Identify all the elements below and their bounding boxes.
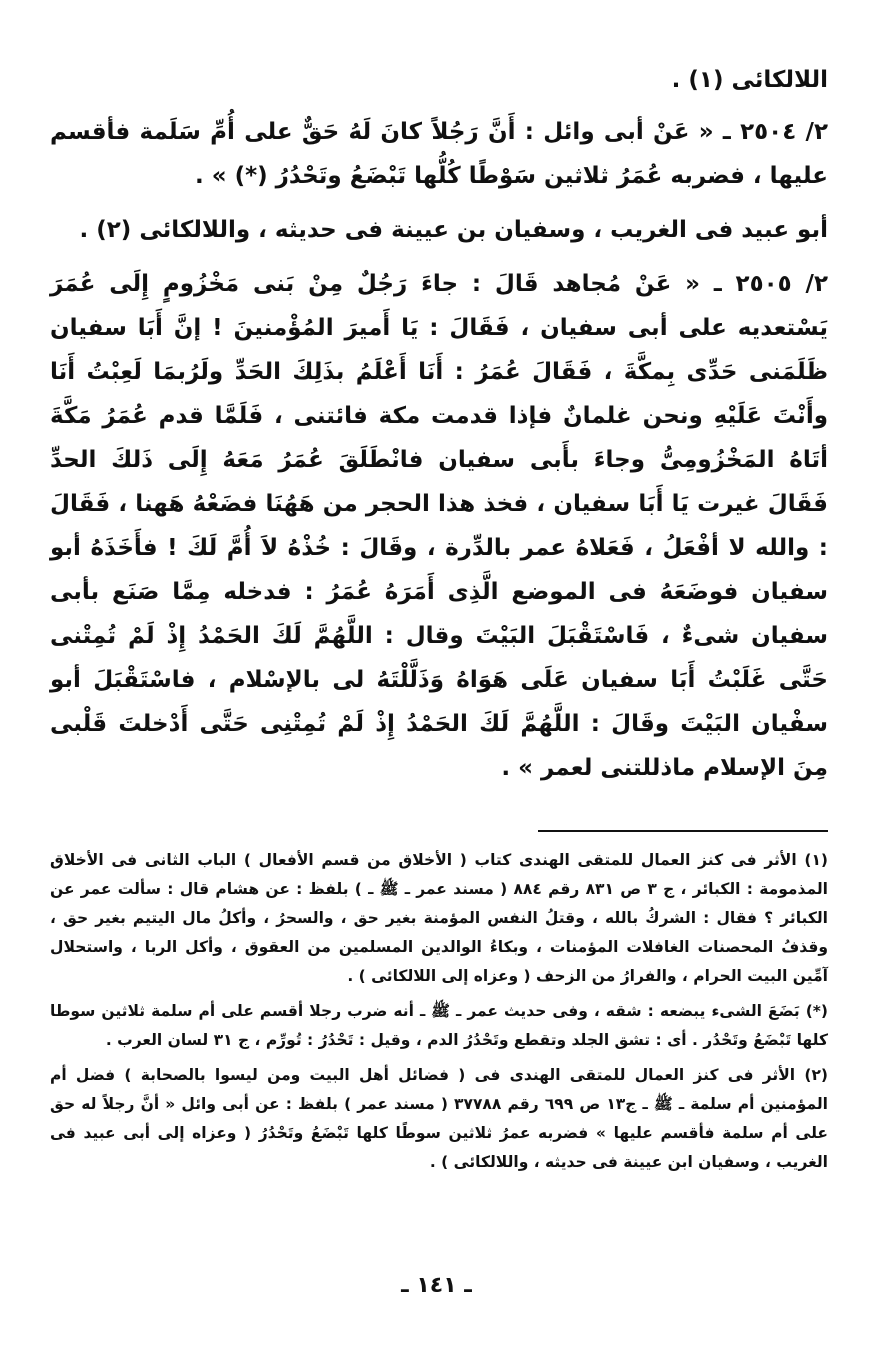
hadith-2505: ٢/ ٢٥٠٥ ـ « عَنْ مُجاهد قَالَ : جاءَ رَجُلٌ مِنْ بَنى مَخْزُومٍ إِلَى عُمَرَ يَسْتعديه على أبى سفيان ، فَقَالَ : يَا أَميرَ المُؤْمنينَ ! إنَّ أَبَا سفيان ظَلَمَنى حَدِّى بِمكَّةَ ، فَقَالَ عُمَرُ : أَنَا أَعْلَمُ بذَلِكَ الحَدِّ ولَرُبمَا لَعِبْتُ أَنَا وأَنْتَ عَلَيْهِ ونحن غلمانٌ فإذا قدمت مكة فائتنى ، فَلَمَّا قدم عُمَرُ مَكَّةَ أتَاهُ المَخْزُومِىُّ وجاءَ بأَبى سفيان فانْطَلَقَ عُمَرُ مَعَهُ إِلَى ذَلكَ الحدِّ فَقَالَ غيرت يَا أَبَا سفيان ، فخذ هذا الحجر من هَهُنَا فضَعْهُ هَهنا ، فَقَالَ : والله لا أفْعَلُ ، فَعَلاهُ عمر بالدِّرة ، وقَالَ : خُذْهُ لاَ أُمَّ لَكَ ! فأَخَذَهُ أبو سفيان فوضَعَهُ فى الموضع الَّذِى أَمَرَهُ عُمَرُ : فدخله مِمَّا صَنَع بأبى سفيان شىءٌ ، فَاسْتَقْبَلَ البَيْتَ وقال : اللَّهُمَّ لَكَ الحَمْدُ إِذْ لَمْ تُمِتْنى حَتَّى غَلَبْتُ أَبَا سفيان عَلَى هَوَاهُ وَذَلَّلْتَهُ لى بالإسْلام ، فاسْتَقْبَلَ أبو سفْيان البَيْتَ وقَالَ : اللَّهُمَّ لَكَ الحَمْدُ إِذْ لَمْ تُمِتْنِى حَتَّى أَدْخلتَ قَلْبى مِنَ الإسلام ماذللتنى لعمر » . bbox=[50, 271, 828, 781]
page-body bbox=[50, 58, 828, 1183]
hadith-2504: ٢/ ٢٥٠٤ ـ « عَنْ أبى وائل : أَنَّ رَجُلاً كانَ لَهُ حَقٌّ على أُمِّ سَلَمة فأقسم عليها ، فضربه عُمَرُ ثلاثين سَوْطًا كُلُّها تَبْضَعُ وتَحْدُرُ (*) » . bbox=[50, 119, 828, 189]
source-paragraph: أبو عبيد فى الغريب ، وسفيان بن عيينة فى حديثه ، واللالكائى (٢) . bbox=[79, 217, 828, 243]
footnote-separator bbox=[538, 830, 828, 832]
footnote-2: (٢) الأثر فى كنز العمال للمتقى الهندى فى ( فضائل أهل البيت ومن ليسوا بالصحابة ) فضل أم المؤمنين أم سلمة ـ ﷺ ـ ج١٣ ص ٦٩٩ رقم ٣٧٧٨٨ ( مسند عمر ) بلفظ : عن أبى وائل « أنَّ رجلاً له حق على أم سلمة فأقسم عليها » فضربه عمرُ ثلاثين سوطًا كلها تَبْضَعُ وتَحْدُرُ ( وعزاه إلى أبى عبيد فى الغريب ، وسفيان ابن عيينة فى حديثه ، واللالكائى ) . bbox=[50, 1066, 828, 1171]
page-number: ـ ١٤١ ـ bbox=[401, 1273, 472, 1298]
footnotes bbox=[50, 846, 828, 1177]
paragraph-0: اللالكائى (١) . bbox=[671, 67, 828, 93]
footnote-1: (١) الأثر فى كنز العمال للمتقى الهندى كتاب ( الأخلاق من قسم الأفعال ) الباب الثانى فى الأخلاق المذمومة : الكبائر ، ج ٣ ص ٨٣١ رقم ٨٨٤ ( مسند عمر ـ ﷺ ـ ) بلفظ : عن هشام قال : سألت عمر عن الكبائر ؟ فقال : الشركُ بالله ، وقتلُ النفس المؤمنة بغير حق ، والسحرُ ، وأكلُ مال اليتيم بغير حق ، وقذفُ المحصنات الغافلات المؤمنات ، وبكاءُ الوالدين المسلمين من العقوق ، وأكل الربا ، واستحلال آمِّين البيت الحرام ، والفرارُ من الزحف ( وعزاه إلى اللالكائى ) . bbox=[50, 851, 828, 985]
footnote-star: (*) بَضَعَ الشىء يبضعه : شقه ، وفى حديث عمر ـ ﷺ ـ أنه ضرب رجلا أقسم على أم سلمة ثلاثين سوطا كلها تَبْضَعُ وتَحْدُر . أى : تشق الجلد وتقطع وتَحْدُرُ الدم ، وقيل : تَحْدُرُ : تُورِّم ، ج ٣١ لسان العرب . bbox=[50, 1002, 828, 1049]
main-text bbox=[50, 58, 828, 790]
